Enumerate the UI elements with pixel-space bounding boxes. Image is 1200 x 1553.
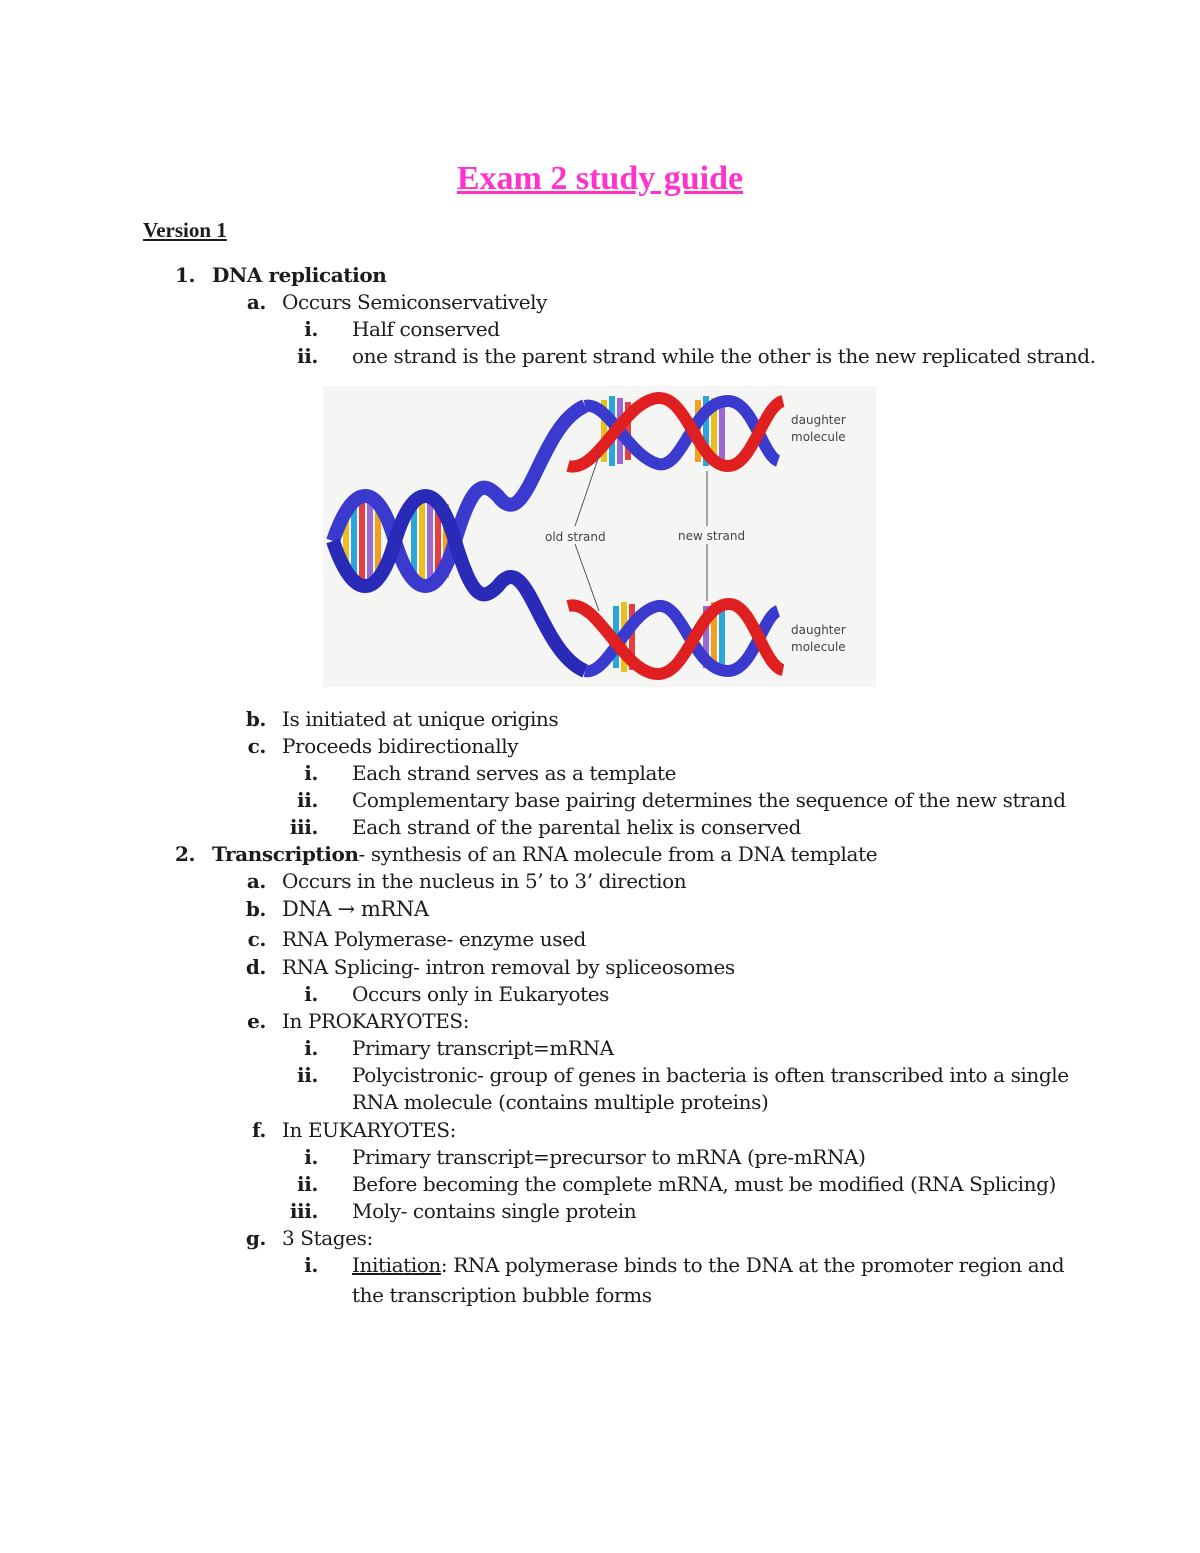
initiation-text: : RNA polymerase binds to the DNA at the promoter region and <box>440 1253 1065 1277</box>
dna-replication-figure <box>323 386 876 687</box>
list-marker: c. <box>247 927 266 951</box>
list-marker: i. <box>304 1036 318 1060</box>
list-marker: i. <box>304 317 318 341</box>
list-item: Complementary base pairing determines the sequence of the new strand <box>352 788 1066 812</box>
list-marker: iii. <box>289 815 318 839</box>
old-strand-label: old strand <box>545 530 606 544</box>
list-marker: i. <box>304 1253 318 1277</box>
list-item: Before becoming the complete mRNA, must be modified (RNA Splicing) <box>352 1172 1056 1196</box>
list-item: DNA → mRNA <box>282 897 429 921</box>
list-marker: b. <box>245 897 266 921</box>
list-item: Occurs only in Eukaryotes <box>352 982 610 1006</box>
list-item: Moly- contains single protein <box>352 1199 637 1223</box>
section2-heading-line <box>212 841 877 868</box>
list-marker: f. <box>251 1118 266 1142</box>
list-marker: c. <box>247 734 266 758</box>
list-marker: ii. <box>297 788 318 812</box>
list-marker: g. <box>245 1226 266 1250</box>
list-item: Polycistronic- group of genes in bacteria is often transcribed into a single <box>352 1063 1069 1087</box>
list-item: Occurs Semiconservatively <box>282 290 548 314</box>
initiation-term: Initiation <box>352 1253 441 1277</box>
list-marker: e. <box>247 1009 266 1033</box>
list-marker: i. <box>304 761 318 785</box>
list-item-continuation: RNA molecule (contains multiple proteins) <box>352 1090 769 1114</box>
section1-number: 1. <box>175 263 196 287</box>
list-marker: ii. <box>297 1172 318 1196</box>
page-title: Exam 2 study guide <box>456 160 744 197</box>
daughter-label-top: daughter <box>791 413 846 427</box>
molecule-label-top: molecule <box>791 430 846 444</box>
section2-heading: Transcription <box>212 842 359 866</box>
list-marker: b. <box>245 707 266 731</box>
list-marker: ii. <box>297 344 318 368</box>
section2-number: 2. <box>175 842 196 866</box>
list-item: RNA Polymerase- enzyme used <box>282 927 586 951</box>
list-marker: i. <box>304 982 318 1006</box>
list-marker: a. <box>246 290 266 314</box>
daughter-label-bottom: daughter <box>791 623 846 637</box>
list-marker: d. <box>245 955 266 979</box>
molecule-label-bottom: molecule <box>791 640 846 654</box>
list-item: In EUKARYOTES: <box>282 1118 456 1142</box>
list-item: one strand is the parent strand while the other is the new replicated strand. <box>352 344 1096 368</box>
section1-heading: DNA replication <box>212 263 387 287</box>
section2-heading-definition: - synthesis of an RNA molecule from a DNA template <box>358 842 878 866</box>
list-item: Primary transcript=precursor to mRNA (pre-mRNA) <box>352 1145 866 1169</box>
list-marker: ii. <box>297 1063 318 1087</box>
new-strand-label: new strand <box>678 529 746 543</box>
list-marker: a. <box>246 869 266 893</box>
list-item: Is initiated at unique origins <box>282 707 559 731</box>
list-marker: iii. <box>289 1199 318 1223</box>
list-item: Proceeds bidirectionally <box>282 734 519 758</box>
list-item: 3 Stages: <box>282 1226 373 1250</box>
version-heading: Version 1 <box>143 218 227 242</box>
list-item: Occurs in the nucleus in 5’ to 3’ direction <box>282 869 687 893</box>
initiation-continuation: the transcription bubble forms <box>352 1283 652 1307</box>
list-item: RNA Splicing- intron removal by spliceosomes <box>282 955 735 979</box>
list-item: In PROKARYOTES: <box>282 1009 470 1033</box>
list-item: Half conserved <box>352 317 500 341</box>
list-item: Primary transcript=mRNA <box>352 1036 614 1060</box>
list-item: Each strand of the parental helix is conserved <box>352 815 801 839</box>
initiation-item <box>352 1252 1064 1279</box>
list-marker: i. <box>304 1145 318 1169</box>
list-item: Each strand serves as a template <box>352 761 677 785</box>
